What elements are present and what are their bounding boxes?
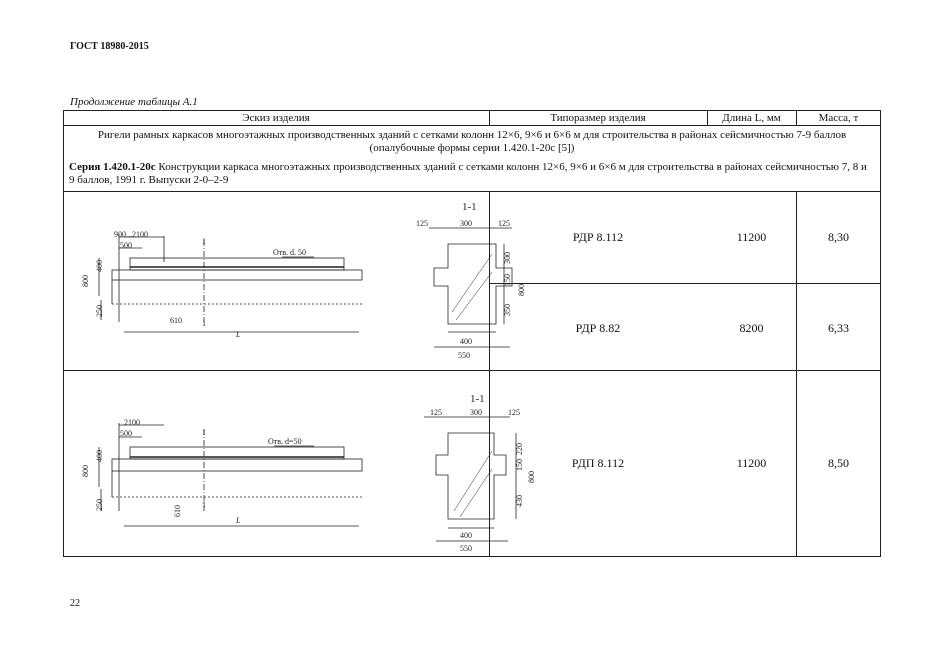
dim-h400-1: 400 (95, 260, 104, 272)
beam-elevation-1-labels (81, 230, 306, 339)
group-title: Ригели рамных каркасов многоэтажных производственных зданий с сетками колонн 12×6, 9×6 и 6×6 м для строительства в районах сейсмичностью 7-9 баллов (опалубочные формы серии 1.420.1-20с [5]) (97, 129, 847, 154)
dim-L-2: L (236, 516, 241, 525)
row1-length: 11200 (736, 230, 767, 244)
product-table (63, 110, 881, 557)
dim-h250-2: 250 (95, 499, 104, 511)
section-label-1: 1-1 (462, 201, 477, 213)
dim-w125a-2: 125 (430, 408, 442, 417)
beam-section-2 (424, 417, 516, 541)
series-label: Серия 1.420.1-20с (69, 161, 156, 173)
row2-mass: 6,33 (828, 321, 849, 335)
dim-s150-1: 150 (503, 274, 512, 286)
dim-w550-1: 550 (458, 351, 470, 360)
header-sketch: Эскиз изделия (242, 112, 310, 124)
series-text: Конструкции каркаса многоэтажных производственных зданий с сетками колонн 12×6, 9×6 и 6×6 м для строительства в районах сейсмичностью 7, 8 и 9 баллов, 1991 г. Выпуски 2-0–2-9 (69, 161, 867, 186)
row2-type: РДР 8.82 (575, 321, 621, 335)
dim-s800-1: 800 (517, 284, 526, 296)
col-divider-3 (796, 191, 797, 557)
header-type: Типоразмер изделия (550, 112, 646, 124)
dim-w125a-1: 125 (416, 219, 428, 228)
marker-2b: 1 (202, 500, 206, 509)
hole-label-2: Отв. d=50 (268, 437, 302, 446)
beam-elevation-2 (99, 423, 362, 526)
row3-type: РДП 8.112 (571, 456, 625, 470)
dim-s800-2: 800 (527, 471, 536, 483)
dim-b-2: 500 (120, 429, 132, 438)
dim-w400-2: 400 (460, 531, 472, 540)
dim-s350-1: 350 (503, 304, 512, 316)
dim-s300-1: 300 (503, 252, 512, 264)
dim-a-2: 2100 (124, 418, 140, 427)
row1-mass: 8,30 (828, 230, 849, 244)
dim-w125b-2: 125 (508, 408, 520, 417)
col-divider-1 (489, 191, 490, 557)
dim-w300-2: 300 (470, 408, 482, 417)
table-caption: Продолжение таблицы А.1 (70, 96, 198, 108)
beam-sketch-2 (64, 371, 536, 556)
header-separator (63, 125, 881, 126)
dim-a-1: 900...2100 (114, 230, 148, 239)
beam-elevation-1 (99, 234, 362, 332)
header-length: Длина L, мм (722, 112, 781, 124)
row3-length: 11200 (736, 456, 767, 470)
dim-h250-1: 250 (95, 305, 104, 317)
section-label-2: 1-1 (470, 393, 485, 405)
dim-s150-2: 150 (515, 459, 524, 471)
dim-w300-1: 300 (460, 219, 472, 228)
header-mass: Масса, т (818, 112, 859, 124)
marker-2a: 1 (202, 428, 206, 437)
dim-s430-2: 430 (515, 495, 524, 507)
dim-w550-2: 550 (460, 544, 472, 553)
dim-h800-1: 800 (81, 275, 90, 287)
dim-w610-1: 610 (170, 316, 182, 325)
marker-1a: 1 (202, 237, 206, 246)
marker-1b: 1 (202, 319, 206, 328)
dim-h400-2: 400 (95, 450, 104, 462)
dim-s220-2: 220 (515, 443, 524, 455)
table-border-top (63, 110, 881, 111)
beam-elevation-2-labels (81, 418, 302, 525)
row-separator-1 (489, 283, 881, 284)
hole-label-1: Отв. d. 50 (273, 248, 307, 257)
page-number: 22 (70, 598, 80, 609)
dim-b-1: 500 (120, 241, 132, 250)
beam-sketch-1 (64, 192, 526, 370)
table-border-bottom (63, 556, 881, 557)
dim-L-1: L (236, 330, 241, 339)
row1-type: РДР 8.112 (572, 230, 624, 244)
dim-w610-2: 610 (173, 505, 182, 517)
dim-h800-2: 800 (81, 465, 90, 477)
dim-w125b-1: 125 (498, 219, 510, 228)
dim-w400-1: 400 (460, 337, 472, 346)
series-description (69, 161, 875, 187)
row3-mass: 8,50 (828, 456, 849, 470)
row2-length: 8200 (739, 321, 764, 335)
document-code: ГОСТ 18980-2015 (70, 41, 149, 52)
beam-section-1-labels (416, 201, 526, 360)
